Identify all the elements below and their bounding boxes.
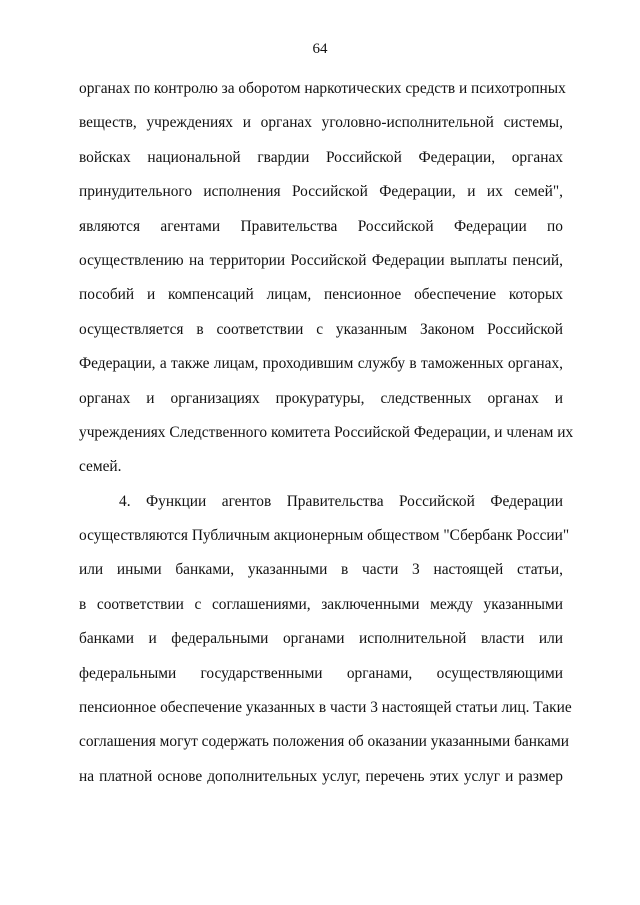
text-line: являются агентами Правительства Российской Федерации по <box>79 217 563 235</box>
text-line: войсках национальной гвардии Российской Федерации, органах <box>79 148 563 166</box>
text-line: Федерации, а также лицам, проходившим службу в таможенных органах, <box>79 355 563 373</box>
body-text <box>79 72 574 794</box>
text-line: осуществлению на территории Российской Федерации выплаты пенсий, <box>79 251 563 269</box>
text-line: соглашения могут содержать положения об оказании указанными банками <box>79 733 570 751</box>
text-line: органах и организациях прокуратуры, следственных органах и <box>79 389 563 407</box>
text-line: на платной основе дополнительных услуг, перечень этих услуг и размер <box>79 767 563 785</box>
text-line: осуществляются Публичным акционерным обществом "Сбербанк России" <box>79 527 570 545</box>
text-line: семей. <box>79 458 122 476</box>
text-line: в соответствии с соглашениями, заключенными между указанными <box>79 595 563 613</box>
text-line: банками и федеральными органами исполнительной власти или <box>79 630 563 648</box>
paragraph-1 <box>79 72 574 485</box>
page-number: 64 <box>312 41 328 57</box>
text-line: федеральными государственными органами, осуществляющими <box>79 664 563 682</box>
text-line: учреждениях Следственного комитета Российской Федерации, и членам их <box>79 423 574 441</box>
text-line: веществ, учреждениях и органах уголовно-исполнительной системы, <box>79 114 563 132</box>
text-line: пенсионное обеспечение указанных в части 3 настоящей статьи лиц. Такие <box>79 699 572 717</box>
text-line: органах по контролю за оборотом наркотических средств и психотропных <box>79 80 566 97</box>
text-line: принудительного исполнения Российской Федерации, и их семей", <box>79 183 563 201</box>
text-line: пособий и компенсаций лицам, пенсионное обеспечение которых <box>79 286 563 304</box>
text-line: 4. Функции агентов Правительства Российской Федерации <box>119 492 563 510</box>
text-line: или иными банками, указанными в части 3 настоящей статьи, <box>79 561 563 579</box>
text-line: осуществляется в соответствии с указанным Законом Российской <box>79 320 563 338</box>
paragraph-2 <box>79 485 572 795</box>
